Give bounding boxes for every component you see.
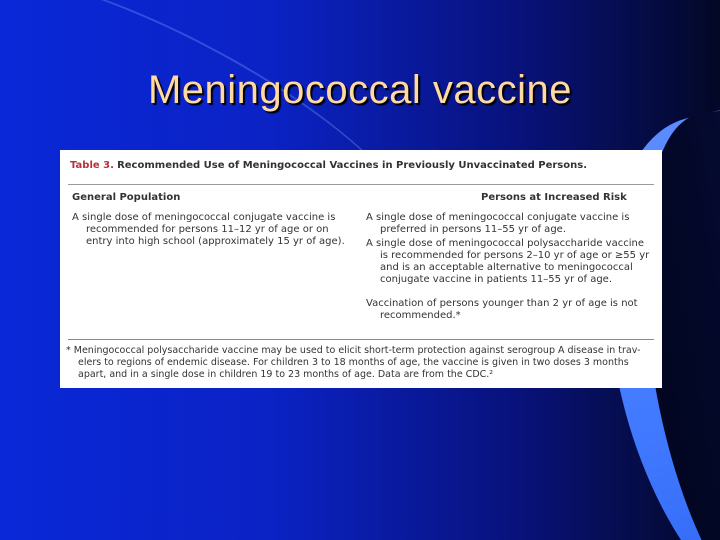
entry-line: recommended for persons 11–12 yr of age or on (86, 224, 329, 235)
general-population-column (72, 212, 345, 250)
entry-line: Vaccination of persons younger than 2 yr of age is not (366, 298, 638, 309)
entry-line: recommended.* (380, 310, 461, 321)
column-header-increased-risk: Persons at Increased Risk (481, 192, 627, 203)
table-bottom-rule (68, 339, 654, 340)
entry-line: entry into high school (approximately 15 yr of age). (86, 236, 345, 247)
table-top-rule (68, 184, 654, 185)
entry-line: preferred in persons 11–55 yr of age. (380, 224, 566, 235)
increased-risk-entry (366, 298, 650, 322)
table-image (60, 150, 662, 388)
entry-line: and is an acceptable alternative to meningococcal (380, 262, 633, 273)
table-footnote (66, 345, 656, 381)
increased-risk-entry (366, 212, 650, 236)
footnote-line: elers to regions of endemic disease. For children 3 to 18 months of age, the vaccine is given in two doses 3 months (78, 357, 629, 368)
entry-spacer (366, 288, 650, 298)
column-header-general-population: General Population (72, 192, 181, 203)
entry-line: A single dose of meningococcal conjugate vaccine is (366, 212, 630, 223)
slide-title: Meningococcal vaccine (147, 68, 573, 112)
entry-line: conjugate vaccine in patients 11–55 yr of age. (380, 274, 613, 285)
increased-risk-entry (366, 238, 650, 286)
table-number: Table 3. (70, 160, 114, 171)
table-caption (70, 159, 656, 172)
footnote-line: apart, and in a single dose in children 19 to 23 months of age. Data are from the CDC.² (78, 369, 494, 380)
table-caption-text: Recommended Use of Meningococcal Vaccines in Previously Unvaccinated Persons. (117, 160, 587, 171)
entry-line: A single dose of meningococcal conjugate vaccine is (72, 212, 336, 223)
entry-line: A single dose of meningococcal polysaccharide vaccine (366, 238, 644, 249)
entry-line: is recommended for persons 2–10 yr of age or ≥55 yr (380, 250, 650, 261)
general-population-entry (72, 212, 345, 248)
footnote-line: * Meningococcal polysaccharide vaccine may be used to elicit short-term protection against serogroup A disease in trav- (66, 345, 641, 356)
increased-risk-column (366, 212, 650, 324)
